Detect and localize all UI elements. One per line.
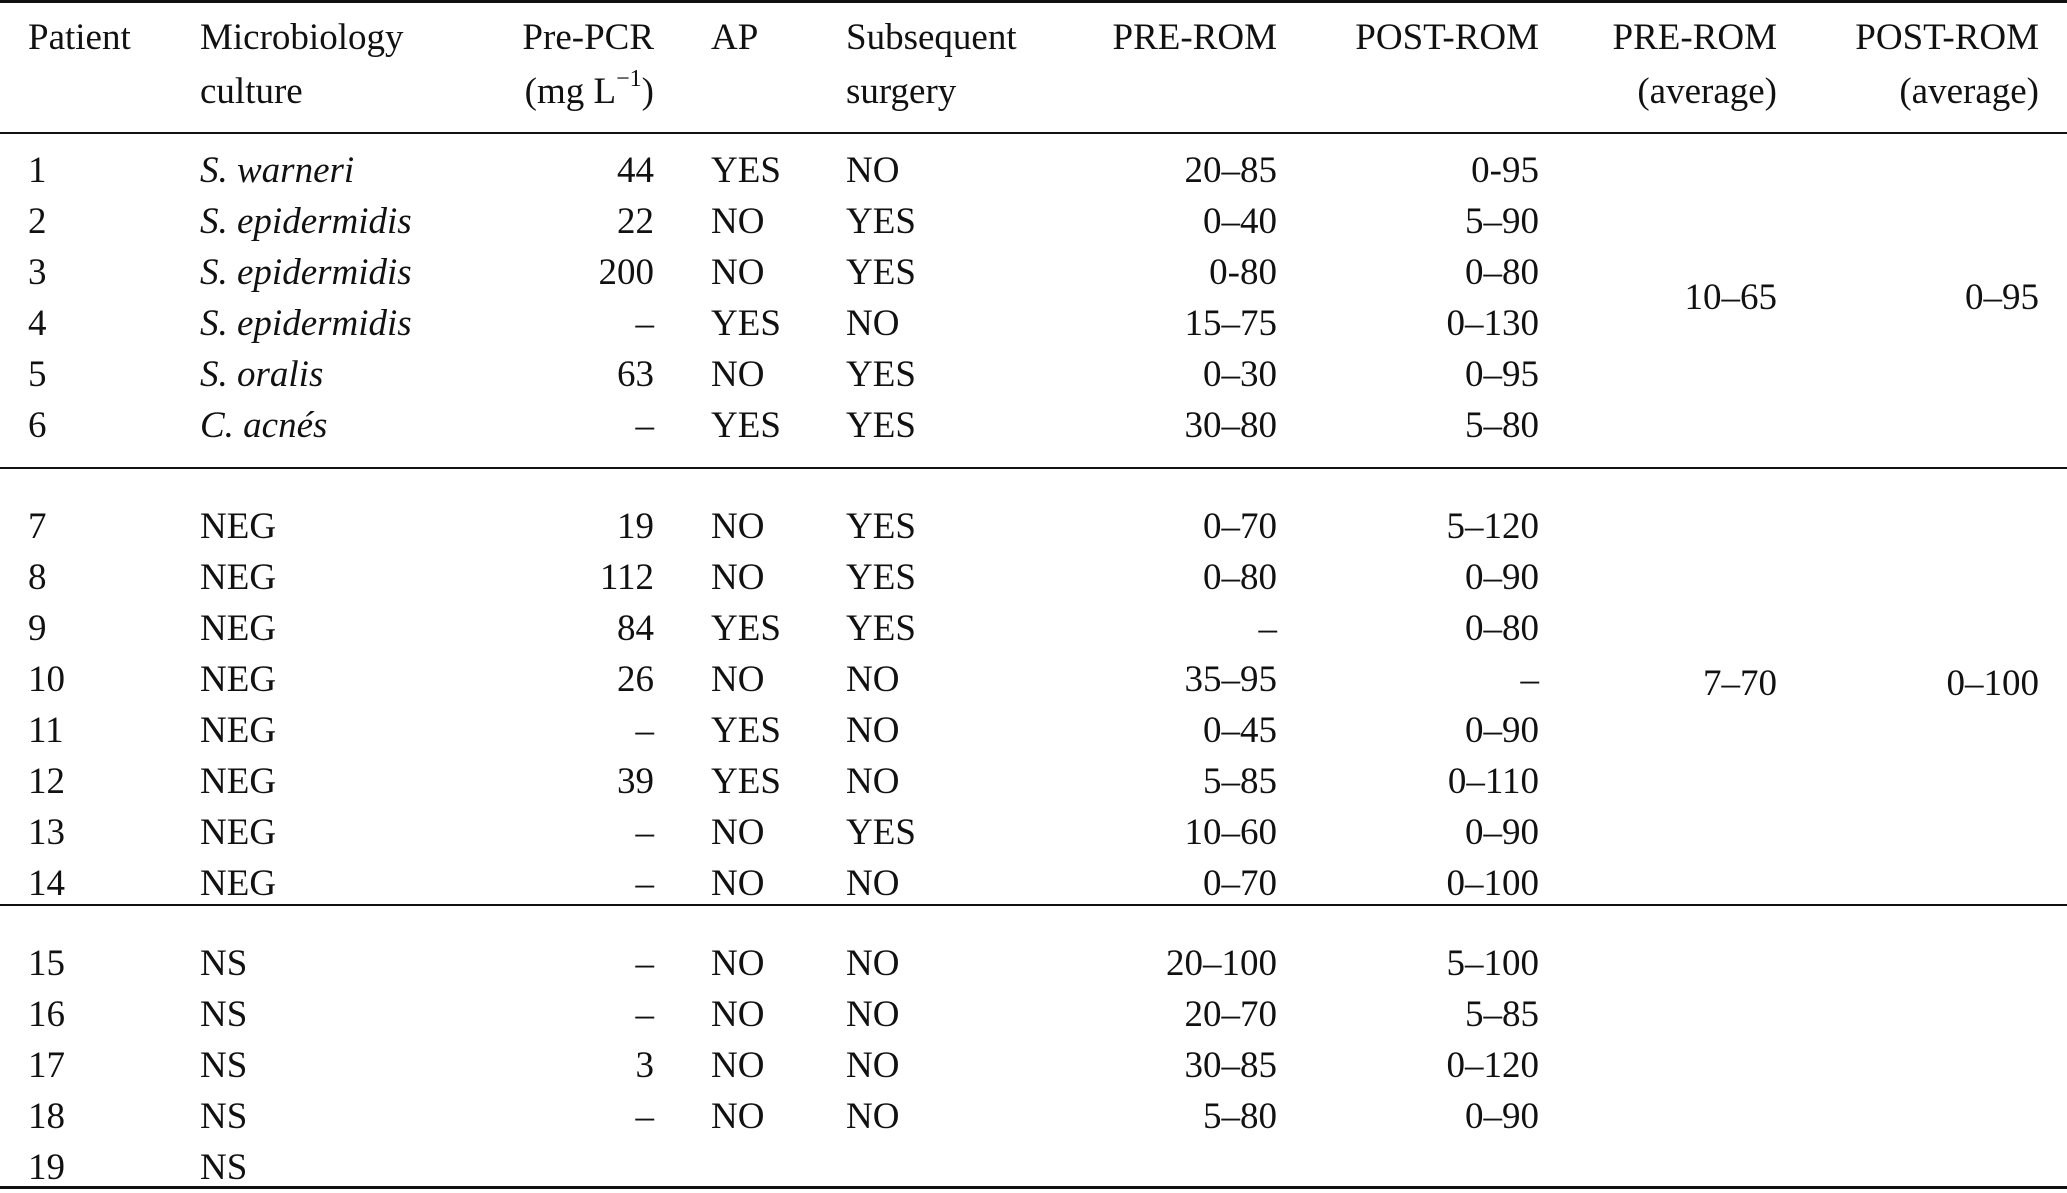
cell-post: 5–85	[1465, 994, 1539, 1035]
cell-culture: NS	[200, 943, 248, 984]
cell-post: 0–100	[1446, 863, 1539, 904]
top-rule	[0, 0, 2067, 3]
group-divider-1	[0, 467, 2067, 469]
cell-patient: 8	[28, 557, 47, 598]
cell-post: 0–95	[1465, 354, 1539, 395]
cell-pre: 5–80	[1203, 1096, 1277, 1137]
cell-patient: 14	[28, 863, 65, 904]
cell-post: 0–110	[1447, 761, 1539, 802]
cell-post: 5–100	[1446, 943, 1539, 984]
cell-ap: NO	[711, 812, 765, 853]
cell-pre: 0–40	[1203, 201, 1277, 242]
cell-pcr: 44	[617, 150, 654, 191]
cell-pcr: 200	[598, 252, 654, 293]
cell-post: 0–130	[1446, 303, 1539, 344]
cell-pre: –	[1258, 608, 1277, 649]
cell-pre: 0–45	[1203, 710, 1277, 751]
cell-pcr: 22	[617, 201, 654, 242]
cell-patient: 15	[28, 943, 65, 984]
cell-ap: NO	[711, 1045, 765, 1086]
header-pcr-line1: Pre-PCR	[522, 17, 654, 58]
cell-pcr: –	[635, 863, 654, 904]
cell-pcr: –	[635, 1096, 654, 1137]
header-post-rom-avg-line1: POST-ROM	[1855, 17, 2039, 58]
cell-surgery: YES	[846, 201, 916, 242]
cell-patient: 5	[28, 354, 47, 395]
header-rule	[0, 132, 2067, 134]
cell-ap: YES	[711, 303, 781, 344]
cell-ap: YES	[711, 710, 781, 751]
cell-patient: 3	[28, 252, 47, 293]
cell-patient: 13	[28, 812, 65, 853]
cell-culture: NEG	[200, 506, 277, 547]
cell-post: 0–120	[1446, 1045, 1539, 1086]
cell-surgery: NO	[846, 761, 900, 802]
cell-pre: 0–70	[1203, 506, 1277, 547]
cell-surgery: YES	[846, 557, 916, 598]
cell-culture: S. epidermidis	[200, 201, 412, 242]
cell-ap: YES	[711, 608, 781, 649]
header-pcr-line2: (mg $L^{-1}$)	[524, 65, 654, 112]
cell-surgery: NO	[846, 659, 900, 700]
cell-ap: NO	[711, 994, 765, 1035]
cell-ap: NO	[711, 659, 765, 700]
cell-culture: S. warneri	[200, 150, 355, 191]
cell-pcr: –	[635, 812, 654, 853]
cell-ap: NO	[711, 506, 765, 547]
cell-post: 5–80	[1465, 405, 1539, 446]
cell-surgery: NO	[846, 150, 900, 191]
cell-ap: NO	[711, 201, 765, 242]
cell-pre: 0–30	[1203, 354, 1277, 395]
cell-patient: 18	[28, 1096, 65, 1137]
cell-pre: 35–95	[1184, 659, 1277, 700]
cell-patient: 1	[28, 150, 47, 191]
cell-pcr: –	[635, 943, 654, 984]
cell-post: 0-95	[1471, 150, 1539, 191]
header-surgery-line2: surgery	[846, 71, 957, 112]
cell-ap: NO	[711, 354, 765, 395]
cell-patient: 7	[28, 506, 47, 547]
cell-post: 5–90	[1465, 201, 1539, 242]
cell-surgery: NO	[846, 863, 900, 904]
cell-surgery: NO	[846, 943, 900, 984]
cell-patient: 10	[28, 659, 65, 700]
cell-surgery: NO	[846, 1045, 900, 1086]
cell-culture: NEG	[200, 863, 277, 904]
cell-ap: YES	[711, 761, 781, 802]
cell-culture: NEG	[200, 710, 277, 751]
cell-pcr: 3	[635, 1045, 654, 1086]
cell-surgery: NO	[846, 1096, 900, 1137]
cell-culture: S. epidermidis	[200, 303, 412, 344]
cell-pre: 5–85	[1203, 761, 1277, 802]
cell-surgery: YES	[846, 405, 916, 446]
cell-surgery: NO	[846, 710, 900, 751]
cell-pre: 15–75	[1184, 303, 1277, 344]
cell-post: 0–80	[1465, 252, 1539, 293]
cell-patient: 6	[28, 405, 47, 446]
cell-surgery: YES	[846, 608, 916, 649]
cell-culture: NEG	[200, 761, 277, 802]
header-culture-line2: culture	[200, 71, 303, 112]
cell-pcr: 26	[617, 659, 654, 700]
cell-ap: NO	[711, 1096, 765, 1137]
cell-patient: 11	[28, 710, 64, 751]
cell-patient: 4	[28, 303, 47, 344]
cell-patient: 9	[28, 608, 47, 649]
cell-pre: 0–80	[1203, 557, 1277, 598]
cell-surgery: NO	[846, 994, 900, 1035]
cell-culture: NEG	[200, 812, 277, 853]
cell-pre: 20–85	[1184, 150, 1277, 191]
cell-surgery: YES	[846, 506, 916, 547]
header-pre-rom-avg-line2: (average)	[1637, 71, 1777, 112]
cell-pre: 0-80	[1209, 252, 1277, 293]
cell-ap: NO	[711, 943, 765, 984]
cell-pcr: 112	[599, 557, 654, 598]
header-pre-rom-avg-line1: PRE-ROM	[1612, 17, 1777, 58]
group-1-pre-rom-average: 10–65	[1684, 277, 1777, 318]
cell-post: –	[1520, 659, 1539, 700]
cell-patient: 12	[28, 761, 65, 802]
header-post-rom-avg-line2: (average)	[1899, 71, 2039, 112]
cell-pcr: –	[635, 994, 654, 1035]
cell-surgery: NO	[846, 303, 900, 344]
cell-pcr: 84	[617, 608, 654, 649]
cell-ap: YES	[711, 150, 781, 191]
cell-pcr: –	[635, 405, 654, 446]
cell-post: 0–90	[1465, 710, 1539, 751]
cell-surgery: YES	[846, 812, 916, 853]
header-surgery-line1: Subsequent	[846, 17, 1017, 58]
cell-culture: NS	[200, 1096, 248, 1137]
cell-pre: 0–70	[1203, 863, 1277, 904]
header-ap: AP	[711, 17, 759, 58]
cell-pcr: 63	[617, 354, 654, 395]
cell-culture: NS	[200, 994, 248, 1035]
cell-post: 0–90	[1465, 812, 1539, 853]
cell-post: 0–80	[1465, 608, 1539, 649]
cell-culture: C. acnés	[200, 405, 328, 446]
cell-post: 5–120	[1446, 506, 1539, 547]
cell-ap: NO	[711, 557, 765, 598]
cell-culture: NEG	[200, 557, 277, 598]
cell-culture: NS	[200, 1147, 248, 1188]
cell-pcr: 39	[617, 761, 654, 802]
header-post-rom: POST-ROM	[1355, 17, 1539, 58]
header-patient: Patient	[28, 17, 131, 58]
group-1-post-rom-average: 0–95	[1965, 277, 2039, 318]
header-pre-rom: PRE-ROM	[1112, 17, 1277, 58]
cell-pre: 20–100	[1166, 943, 1277, 984]
group-2-pre-rom-average: 7–70	[1703, 663, 1777, 704]
cell-patient: 17	[28, 1045, 65, 1086]
cell-surgery: YES	[846, 354, 916, 395]
group-2-post-rom-average: 0–100	[1946, 663, 2039, 704]
cell-ap: NO	[711, 863, 765, 904]
cell-pre: 30–85	[1184, 1045, 1277, 1086]
cell-pcr: –	[635, 710, 654, 751]
cell-pre: 10–60	[1184, 812, 1277, 853]
cell-pcr: –	[635, 303, 654, 344]
cell-pre: 30–80	[1184, 405, 1277, 446]
cell-culture: S. epidermidis	[200, 252, 412, 293]
cell-culture: S. oralis	[200, 354, 324, 395]
cell-ap: YES	[711, 405, 781, 446]
group-divider-2	[0, 904, 2067, 906]
cell-pcr: 19	[617, 506, 654, 547]
cell-ap: NO	[711, 252, 765, 293]
cell-culture: NEG	[200, 659, 277, 700]
cell-post: 0–90	[1465, 557, 1539, 598]
cell-patient: 16	[28, 994, 65, 1035]
header-culture-line1: Microbiology	[200, 17, 404, 58]
cell-patient: 2	[28, 201, 47, 242]
cell-pre: 20–70	[1184, 994, 1277, 1035]
cell-culture: NEG	[200, 608, 277, 649]
cell-culture: NS	[200, 1045, 248, 1086]
cell-patient: 19	[28, 1147, 65, 1188]
cell-post: 0–90	[1465, 1096, 1539, 1137]
cell-surgery: YES	[846, 252, 916, 293]
